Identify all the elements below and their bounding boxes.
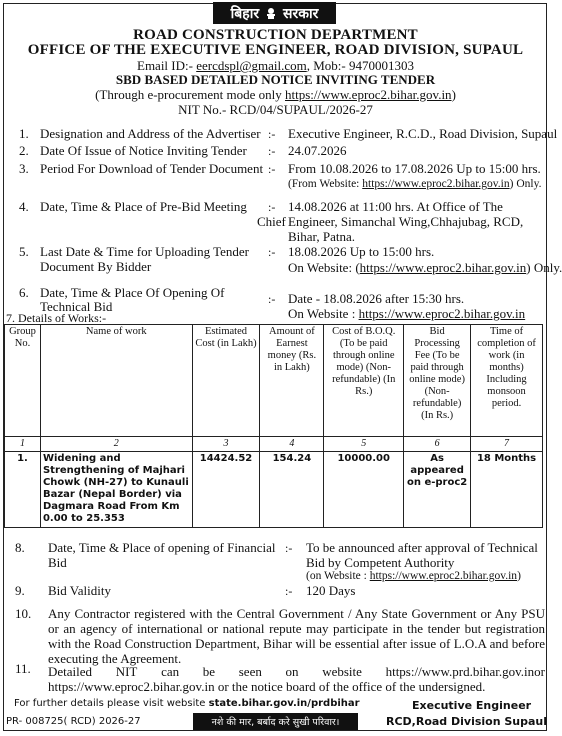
item-label: Bid Validity [48,583,111,598]
eproc-link[interactable]: https://www.eproc2.bihar.gov.in [369,570,518,582]
item-number: 1. [19,126,29,141]
item-number: 3. [19,161,29,176]
eproc-suffix: ) [451,87,456,102]
word: NIT [115,664,138,679]
word: seen [238,664,262,679]
item-value: 120 Days [306,583,356,598]
column-header: Name of work [40,325,192,437]
item-label-line2: Bid [48,555,67,570]
column-index: 5 [324,437,404,452]
column-index: 7 [471,437,543,452]
sub-prefix: On Website : [288,306,359,321]
eproc-link[interactable]: https://www.eproc2.bihar.gov.in [284,87,452,102]
column-header: Amount of Earnest money (Rs. in Lakh) [260,325,324,437]
department-title: ROAD CONSTRUCTION DEPARTMENT [133,27,418,43]
column-header: Cost of B.O.Q. (To be paid through online mode) (Non-refundable) (In Rs.) [324,325,404,437]
item-number: 9. [15,583,25,598]
signatory-title: Executive Engineer [412,699,532,712]
email-link[interactable]: eercdspl@gmail.com [196,58,307,73]
column-index: 4 [260,437,324,452]
word: Detailed [48,664,93,679]
mobile-text: , Mob:- 9470001303 [306,58,414,73]
office-title: OFFICE OF THE EXECUTIVE ENGINEER, ROAD DIVISION, SUPAUL [27,42,524,58]
sub-suffix: ) Only. [526,260,562,275]
word: be [202,664,216,679]
column-header: Group No. [5,325,41,437]
item-label-line2: Technical Bid [40,299,113,314]
item-number: 4. [19,199,29,214]
item-subvalue [288,260,562,276]
bihar-sarkar-banner [213,2,336,24]
item-number: 8. [15,540,25,555]
item-separator: :- [268,144,276,158]
footer-info [14,698,360,709]
item-separator: :- [268,292,276,306]
item-label: Designation and Address of the Advertiser [40,126,261,141]
nit-website-line [48,664,545,679]
item-number: 11. [15,661,31,676]
works-heading: 7. Details of Works:- [6,311,107,325]
item-subvalue [288,178,541,190]
table-index-row [5,437,543,452]
prd-link[interactable]: https://www.prd.bihar.gov.inor [385,664,545,679]
item-value: From 10.08.2026 to 17.08.2026 Up to 15:00 hrs. [288,161,541,176]
item-separator: :- [268,245,276,259]
item-value: 14.08.2026 at 11:00 hrs. At Office of The [288,199,503,214]
email-label: Email ID:- [137,58,197,73]
item-number: 10. [15,606,32,621]
eproc-link[interactable]: https://www.eproc2.bihar.gov.in [359,260,527,275]
works-table [4,324,543,528]
eproc-link[interactable]: https://www.eproc2.bihar.gov.in [362,178,510,190]
item-value: Date - 18.08.2026 after 15:30 hrs. [288,291,465,306]
item-value: Executive Engineer, R.C.D., Road Division, Supaul [288,126,558,141]
emblem-icon [263,5,279,21]
sub-suffix: ) [517,570,521,582]
footer-info-prefix: For further details please visit website [14,698,209,709]
item-label: Date, Time & Place of Pre-Bid Meeting [40,199,247,214]
banner-left-text: बिहार [230,5,260,22]
item-separator: :- [268,200,276,214]
table-header-row [5,325,543,437]
item-separator: :- [285,541,293,555]
word: on [285,664,299,679]
nit-website-line2: https://www.eproc2.bihar.gov.in or the notice board of the office of the undersigned. [48,679,486,694]
item-subvalue [288,306,525,322]
item-number: 5. [19,244,29,259]
item-label: Period For Download of Tender Document [40,161,264,176]
eligibility-paragraph: Any Contractor registered with the Central Government / Any State Government or Any PSU or an agency of international or national repute may participate in the tender but registration with the Road Construction Department, Bihar will be essential after issue of L.O.A and before executing the Agreement. [48,606,545,666]
item-value: 18.08.2026 Up to 15:00 hrs. [288,244,435,259]
item-value-line2: Bid by Competent Authority [306,555,455,570]
work-name-cell: Widening and Strengthening of Majhari Chowk (NH-27) to Kunauli Bazar (Nepal Border) via Dagmara Road From Km 0.00 to 25.353 [40,452,192,528]
sub-prefix: On Website: ( [288,260,360,275]
item-number: 2. [19,143,29,158]
sub-prefix: (From Website: [288,178,363,190]
item-label: Date, Time & Place Of Opening Of [40,285,225,300]
slogan-banner: नशे की मार, बर्बाद करे सुखी परिवार। [193,713,358,730]
item-subvalue [306,570,521,582]
item-label: Date, Time & Place of opening of Financial [48,540,276,555]
item-label: Last Date & Time for Uploading Tender [40,244,249,259]
table-row [5,452,543,528]
fee-cell: As appeared on e-proc2 [404,452,471,528]
eproc-line [0,87,551,103]
pr-number: PR- 008725( RCD) 2026-27 [6,716,141,727]
column-header: Estimated Cost (in Lakh) [192,325,260,437]
sub-suffix: ) Only. [509,178,542,190]
column-index: 3 [192,437,260,452]
group-cell: 1. [5,452,41,528]
time-cell: 18 Months [471,452,543,528]
column-index: 1 [5,437,41,452]
item-value: 24.07.2026 [288,143,347,158]
nit-number: NIT No.- RCD/04/SUPAUL/2026-27 [178,102,373,117]
column-index: 6 [404,437,471,452]
item-label: Date Of Issue of Notice Inviting Tender [40,143,247,158]
item-value: To be announced after approval of Technical [306,540,538,555]
item-value-line3: Bihar, Patna. [288,229,355,244]
item-separator: :- [268,162,276,176]
emd-cell: 154.24 [260,452,324,528]
signatory-office: RCD,Road Division Supaul [386,715,548,728]
item-number: 6. [19,285,29,300]
column-index: 2 [40,437,192,452]
boq-cell: 10000.00 [324,452,404,528]
item-value-chief: Chief [257,214,286,229]
word: can [161,664,180,679]
column-header: Bid Processing Fee (To be paid through online mode) (Non-refundable) (In Rs.) [404,325,471,437]
word: website [322,664,362,679]
sub-prefix: (on Website : [306,570,370,582]
banner-right-text: सरकार [283,5,319,22]
footer-website-link[interactable]: state.bihar.gov.in/prdbihar [208,698,360,709]
item-value-line2: Engineer, Simanchal Wing,Chhajubag, RCD, [288,214,524,229]
eproc-prefix: (Through e-procurement mode only [95,87,285,102]
item-separator: :- [285,584,293,598]
notice-title: SBD BASED DETAILED NOTICE INVITING TENDER [115,72,436,87]
item-separator: :- [268,127,276,141]
eproc-link[interactable]: https://www.eproc2.bihar.gov.in [358,306,526,321]
column-header: Time of completion of work (in months) Including monsoon period. [471,325,543,437]
item-label-line2: Document By Bidder [40,259,152,274]
cost-cell: 14424.52 [192,452,260,528]
